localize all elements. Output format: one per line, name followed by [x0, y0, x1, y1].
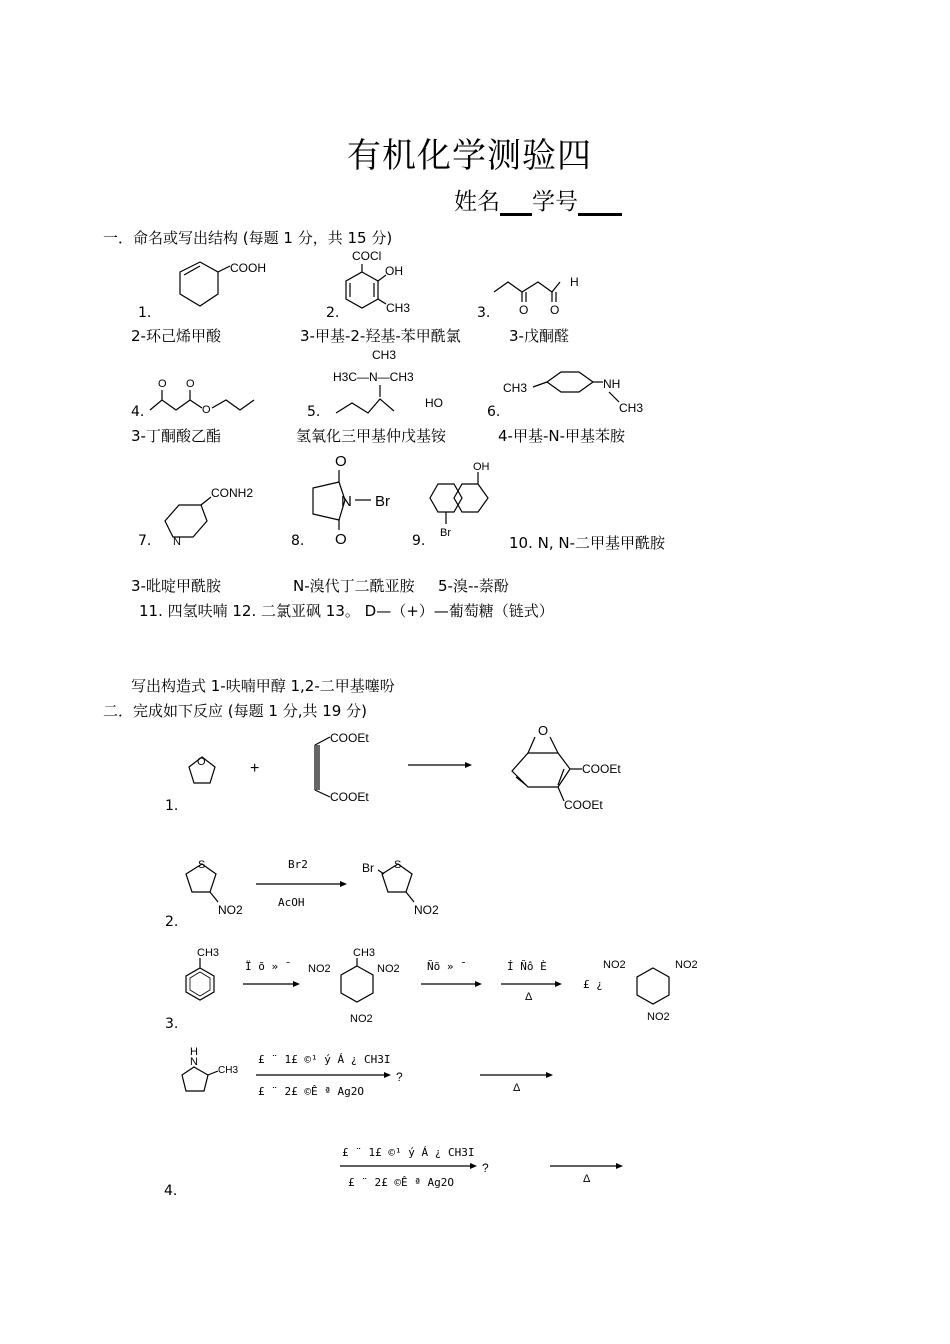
structure-2-benzoyl-chloride: [330, 250, 430, 320]
nbs-o2-label: O: [335, 531, 347, 548]
aldehyde-o-label: O: [550, 303, 560, 317]
ch3-label: CH3: [386, 301, 411, 315]
pyrrolidine-h-label: H: [190, 1046, 198, 1058]
structure-7-nicotinamide: [155, 483, 275, 548]
structure-6-methylaniline: [503, 362, 653, 417]
q9-number: 9.: [412, 533, 426, 549]
nh-label: NH: [603, 377, 621, 391]
r4a-question: ?: [396, 1070, 403, 1084]
reaction-4a: [178, 1045, 558, 1105]
q6-number: 6.: [487, 404, 501, 420]
answer-4: 3-丁酮酸乙酯: [131, 427, 221, 445]
r3-reagent-b: Ñõ » ¯: [427, 960, 467, 973]
nbs-br-label: Br: [375, 493, 390, 510]
naphthol-br-label: Br: [440, 527, 451, 539]
items-11-13: 11. 四氢呋喃 12. 二氯亚砜 13。 D—（+）—葡萄糖（链式）: [139, 602, 554, 620]
r4b-question: ?: [482, 1161, 489, 1175]
r4b-reagent-top: £ ¨ 1£ ©¹ ý Á ¿ CH3I: [342, 1146, 475, 1159]
nbs-n-label: N: [341, 493, 352, 510]
pyridine-n-label: N: [173, 536, 181, 548]
product-no2-label: NO2: [414, 903, 439, 917]
ketone-o-label: O: [519, 303, 529, 317]
thiophene-no2-label: NO2: [218, 903, 243, 917]
adduct-ester1-label: COOEt: [582, 762, 621, 776]
q8-number: 8.: [291, 533, 305, 549]
r4a-delta: Δ: [513, 1082, 521, 1094]
r4b-reagent-bottom: £ ¨ 2£ ©Ê ª Ag2O: [348, 1176, 454, 1189]
structure-8-nbs: [305, 452, 415, 547]
cooh-label: COOH: [230, 261, 266, 275]
r3-delta: Δ: [525, 991, 533, 1003]
tolyl-ch3-label: CH3: [503, 381, 528, 395]
ammonium-ch3-label: CH3: [372, 348, 397, 362]
write-structures: 写出构造式 1-呋喃甲醇 1,2-二甲基噻吩: [131, 677, 395, 695]
adduct-ester2-label: COOEt: [564, 798, 603, 812]
h-label: H: [570, 275, 579, 289]
section1-heading: 一．命名或写出结构 (每题 1 分，共 15 分): [103, 229, 393, 247]
page-title: 有机化学测验四: [347, 136, 592, 176]
reaction-3: [175, 940, 715, 1025]
r4-number: 4.: [164, 1183, 178, 1199]
cocl-label: COCl: [352, 249, 382, 263]
answer-3: 3-戊酮醛: [509, 327, 569, 345]
oh-label: OH: [385, 264, 403, 278]
r1-number: 1.: [165, 798, 179, 814]
q2-number: 2.: [326, 305, 340, 321]
tnt-no2-right: NO2: [377, 963, 400, 975]
structure-9-bromonaphthol: [428, 458, 508, 543]
item-10: 10. N, N-二甲基甲酰胺: [509, 534, 666, 552]
answer-7: 3-吡啶甲酰胺: [131, 577, 221, 595]
answer-1: 2-环己烯甲酸: [131, 327, 221, 345]
name-field: [454, 183, 622, 216]
name-blank: [500, 187, 532, 216]
svg-text:S: S: [394, 859, 402, 871]
r2-reagent-bottom: AcOH: [278, 896, 305, 909]
ammonium-group-label: H3C—N—CH3: [333, 370, 414, 384]
ester-o3-label: O: [202, 404, 211, 416]
r3-reagent-a: Ï õ » ¯: [245, 960, 292, 973]
r2-reagent-top: Br2: [288, 858, 308, 871]
tnb-no2-bottom: NO2: [647, 1011, 670, 1023]
structure-1-cyclohexenecarboxylic-acid: [160, 261, 266, 322]
structure-4-ketoester: [148, 375, 268, 420]
section2-heading: 二．完成如下反应 (每题 1 分,共 19 分): [103, 702, 367, 720]
furan-o-label: O: [197, 756, 206, 768]
toluene-ch3-label: CH3: [197, 947, 220, 959]
r2-number: 2.: [165, 914, 179, 930]
structure-3-ketoaldehyde: [490, 272, 590, 322]
plus-sign: +: [250, 760, 260, 777]
tnb-no2-left: NO2: [603, 959, 626, 971]
r4a-reagent-bottom: £ ¨ 2£ ©Ê ª Ag2O: [258, 1085, 364, 1098]
id-blank: [578, 187, 622, 216]
r4a-reagent-top: £ ¨ 1£ ©¹ ý Á ¿ CH3I: [258, 1053, 391, 1066]
answer-5: 氢氧化三甲基仲戊基铵: [296, 427, 447, 445]
product-br-label: Br: [362, 861, 374, 875]
answer-8: N-溴代丁二酰亚胺: [293, 577, 415, 595]
answer-2: 3-甲基-2-羟基-苯甲酰氯: [300, 327, 461, 345]
tnt-no2-bottom: NO2: [350, 1013, 373, 1025]
answer-9: 5-溴--萘酚: [438, 577, 509, 595]
ester-o2-label: O: [186, 378, 195, 390]
hydroxide-label: HO: [425, 396, 443, 410]
conh2-label: CONH2: [211, 486, 254, 500]
dienophile-ester1-label: COOEt: [330, 731, 369, 745]
structure-5-ammonium: [330, 345, 460, 420]
answer-6: 4-甲基-N-甲基苯胺: [498, 427, 626, 445]
pyrrolidine-ch3-label: CH3: [218, 1065, 239, 1076]
q5-number: 5.: [307, 404, 321, 420]
n-methyl-label: CH3: [619, 401, 644, 415]
reaction-2: [170, 850, 460, 930]
tnt-no2-left: NO2: [308, 963, 331, 975]
pyrrolidine-n-label: N: [190, 1056, 198, 1068]
tnt-ch3-label: CH3: [353, 947, 376, 959]
r3-number: 3.: [165, 1016, 179, 1032]
r3-reagent-c: Í Ñô È: [507, 960, 547, 973]
q7-number: 7.: [138, 533, 152, 549]
r4b-delta: Δ: [583, 1173, 591, 1185]
reaction-1: [160, 725, 660, 820]
name-label: 姓名: [454, 189, 500, 215]
q4-number: 4.: [131, 404, 145, 420]
tnb-no2-right: NO2: [675, 959, 698, 971]
q3-number: 3.: [477, 305, 491, 321]
dienophile-ester2-label: COOEt: [330, 790, 369, 804]
q1-number: 1.: [138, 305, 152, 321]
nbs-o1-label: O: [335, 453, 347, 470]
r3-reagent-d: £ ¿: [583, 978, 603, 991]
ester-o1-label: O: [158, 378, 167, 390]
bridge-o-label: O: [538, 723, 549, 738]
naphthol-oh-label: OH: [473, 461, 490, 473]
id-label: 学号: [532, 189, 578, 215]
reaction-4b: [340, 1140, 630, 1195]
svg-text:S: S: [198, 859, 206, 871]
